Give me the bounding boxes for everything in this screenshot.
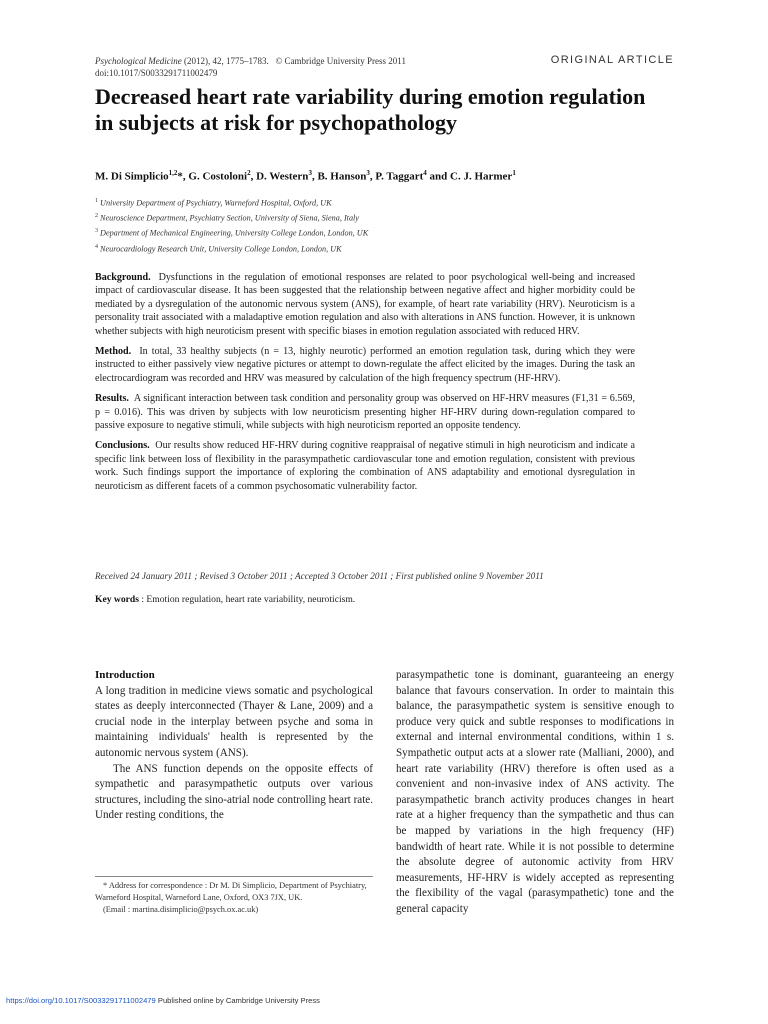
intro-paragraph-1: A long tradition in medicine views somatic and psychological states as deeply interconnected (Thayer & Lane, 2009) and a crucial node in the interplay between psyche and soma in maintaining individuals' health is represented by the autonomic nervous system (ANS). [95, 684, 373, 759]
author-name: M. Di Simplicio [95, 170, 169, 183]
abstract [95, 271, 635, 500]
affiliation-number: 3 [95, 228, 98, 235]
results-label: Results. [95, 393, 129, 405]
publication-dates: Received 24 January 2011 ; Revised 3 October 2011 ; Accepted 3 October 2011 ; First published online 9 November 2011 [95, 571, 544, 581]
abstract-background [95, 271, 635, 338]
author-name: B. Hanson [317, 170, 367, 183]
intro-paragraph-2: The ANS function depends on the opposite effects of sympathetic and parasympathetic outputs over various structures, including the sino-atrial node controlling heart rate. Under resting conditions, the [95, 762, 373, 822]
author-name: P. Taggart [375, 170, 424, 183]
conclusions-label: Conclusions. [95, 440, 150, 452]
affiliation-item [95, 241, 368, 256]
body-left-column [95, 668, 373, 824]
keywords-label: Key words [95, 594, 139, 605]
author-name: C. J. Harmer [450, 170, 513, 183]
affiliation-number: 1 [95, 198, 98, 204]
author-separator: , [369, 170, 376, 183]
author-name: G. Costoloni [188, 170, 248, 183]
bottom-publication-line [6, 996, 320, 1005]
author-affiliation-mark: 3 [308, 169, 312, 177]
author-list [95, 169, 516, 183]
affiliation-number: 4 [95, 243, 98, 250]
affiliation-item [95, 195, 368, 210]
results-text: A significant interaction between task condition and personality group was observed on HF-HRV measures (F1,31 = 6.569, p = 0.016). This was driven by subjects with low neuroticism presenting higher HF-HRV during down-regulation compared to passive exposure to negative stimuli, while subjects with high neuroticism reported an opposite tendency. [95, 393, 636, 432]
background-text: Dysfunctions in the regulation of emotional responses are related to poor psychological well-being and increased impact of cardiovascular disease. It has been suggested that the relationship between negative affect and higher morbidity could be mediated by a dysregulation of the autonomic nervous system (ANS), for example, of heart rate variability (HRV). Neuroticism is a personality trait associated with a maladaptive emotion regulation and also with alterations in ANS function. However, it is unknown whether subjects with high neuroticism present with specific biases in emotion regulation associated with reduced HRV. [95, 272, 635, 337]
published-online-text: Published online by Cambridge University Press [155, 996, 320, 1005]
article-type-label: ORIGINAL ARTICLE [550, 54, 674, 66]
affiliation-list [95, 195, 368, 256]
method-text: In total, 33 healthy subjects (n = 13, highly neurotic) performed an emotion regulation task, during which they were instructed to either passively view negative pictures or attempt to down-regulate the affect elicited by the images. During the task an electrocardiogram was recorded and HRV was measured by calculation of the high frequency spectrum (HF-HRV). [95, 346, 636, 384]
affiliation-text: Department of Mechanical Engineering, University College London, London, UK [98, 229, 369, 239]
correspondence-footnote [95, 880, 373, 917]
intro-paragraph-3: parasympathetic tone is dominant, guaranteeing an energy balance that favours conservation. In order to maintain this balance, the parasympathetic system is sensitive enough to produce very quick and subtle responses to modifications in external and internal environmental conditions, within 1 s. Sympathetic output acts at a slower rate (Malliani, 2000), and heart rate variability (HRV) therefore is often used as a convenient and non-invasive index of ANS activity. The parasympathetic branch activity produces changes in heart rate at a higher frequency than the sympathetic and thus can be mapped by variations in the high frequency (HF) bandwidth of heart rate. While it is not possible to determine the absolute degree of autonomic activity from HRV measurements, HF-HRV is widely accepted as representing the flexibility of the vagal (parasympathetic) tone and the general capacity [396, 669, 674, 915]
abstract-method [95, 345, 635, 385]
author-separator: , [182, 170, 189, 183]
author-separator: , [250, 170, 257, 183]
keywords-text: : Emotion regulation, heart rate variability, neuroticism. [138, 594, 356, 605]
corresponding-author-mark: * [177, 170, 183, 183]
doi-link[interactable]: https://doi.org/10.1017/S0033291711002479 [6, 996, 156, 1005]
abstract-results [95, 392, 635, 432]
affiliation-text: Neurocardiology Research Unit, University College London, London, UK [98, 244, 342, 254]
article-title: Decreased heart rate variability during emotion regulation in subjects at risk for psychopathology [95, 84, 646, 135]
affiliation-text: Neuroscience Department, Psychiatry Section, University of Siena, Siena, Italy [98, 213, 359, 223]
author-affiliation-mark: 1,2 [168, 169, 178, 177]
journal-citation [95, 55, 406, 79]
conclusions-text: Our results show reduced HF-HRV during cognitive reappraisal of negative stimuli in high neuroticism and indicate a specific link between loss of flexibility in the parasympathetic cardiovascular tone and emotion regulation, consistent with previous work. Such findings support the importance of exploring the combination of ANS adaptability and emotional dysregulation in neuroticism as different facets of a common psychosomatic vulnerability factor. [95, 440, 636, 492]
author-separator: , [311, 170, 318, 183]
journal-name: Psychological Medicine [95, 56, 182, 66]
author-separator: and [426, 170, 450, 183]
author-affiliation-mark: 1 [512, 169, 516, 177]
method-label: Method. [95, 346, 132, 358]
copyright-notice: © Cambridge University Press 2011 [275, 56, 406, 66]
footnote-divider [95, 876, 373, 877]
author-affiliation-mark: 3 [366, 169, 370, 177]
author-affiliation-mark: 2 [247, 169, 251, 177]
affiliation-item [95, 210, 368, 225]
author-name: D. Western [256, 170, 309, 183]
footnote-email: (Email : martina.disimplicio@psych.ox.ac.uk) [103, 905, 259, 915]
doi-line: doi:10.1017/S0033291711002479 [95, 68, 218, 78]
author-affiliation-mark: 4 [423, 169, 427, 177]
footnote-address: * Address for correspondence : Dr M. Di Simplicio, Department of Psychiatry, Warneford Hospital, Warneford Lane, Oxford, OX3 7JX, UK. [95, 881, 367, 903]
keywords [95, 594, 355, 605]
affiliation-number: 2 [95, 213, 98, 220]
affiliation-text: University Department of Psychiatry, Warneford Hospital, Oxford, UK [98, 198, 332, 208]
abstract-conclusions [95, 439, 635, 493]
journal-volume: (2012), 42, 1775–1783. [181, 56, 269, 66]
body-right-column [396, 668, 674, 918]
affiliation-item [95, 225, 368, 240]
background-label: Background. [95, 272, 151, 283]
section-heading-introduction: Introduction [95, 669, 155, 681]
